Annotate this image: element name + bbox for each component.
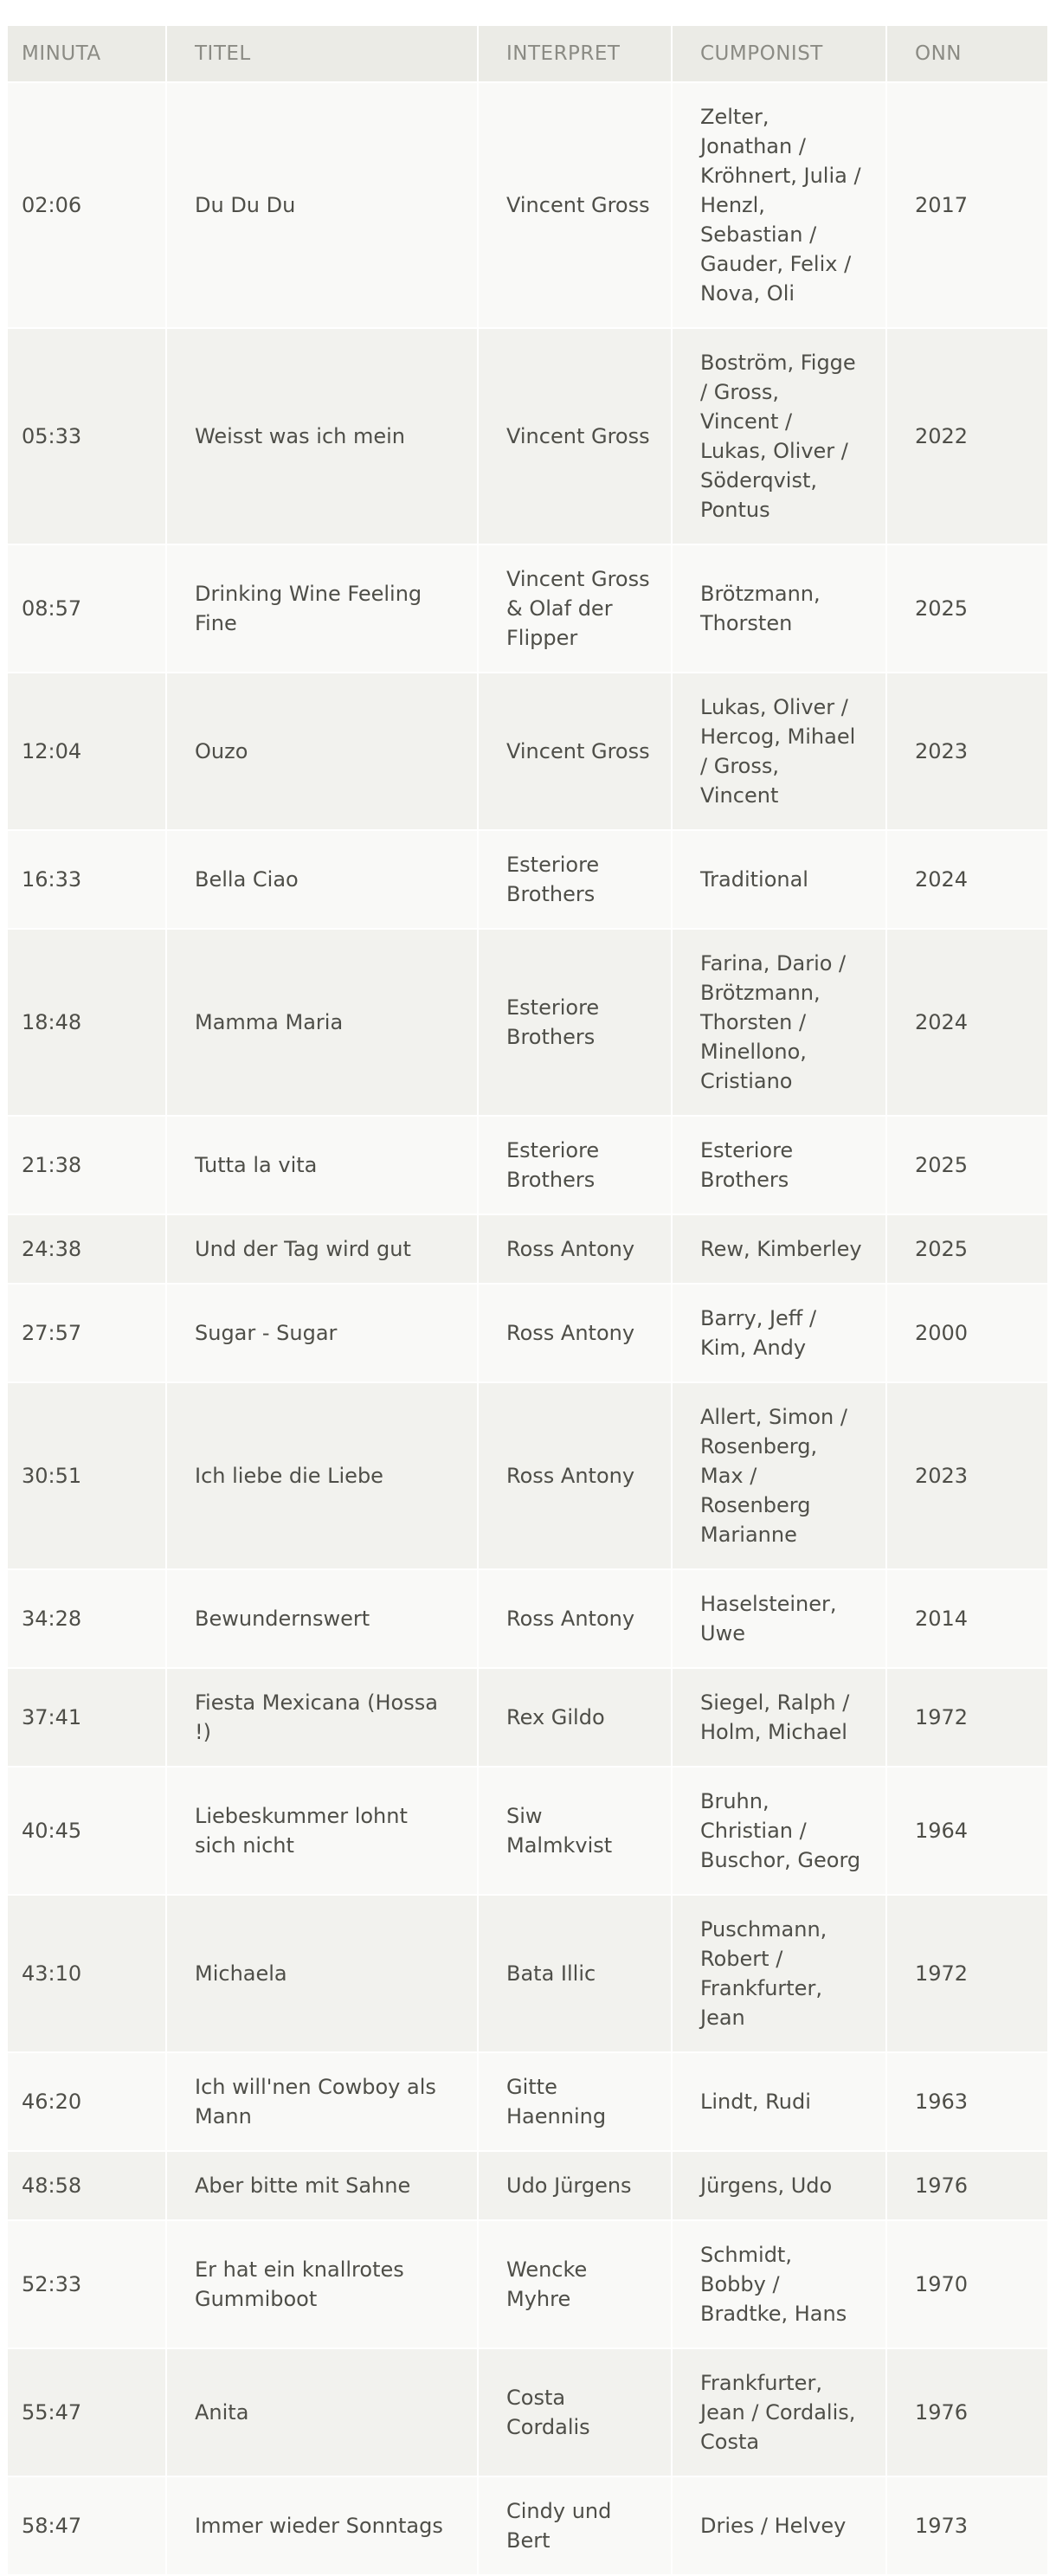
cell-minuta: 48:58 — [8, 2152, 167, 2221]
cell-cumponist: Zelter, Jonathan / Kröhnert, Julia / Henzl, Sebastian / Gauder, Felix / Nova, Oli — [673, 83, 887, 329]
table-row — [8, 673, 1047, 831]
table-row — [8, 2477, 1047, 2576]
cell-onn: 2023 — [887, 1383, 1047, 1570]
cell-titel: Ouzo — [167, 673, 479, 831]
table-row — [8, 83, 1047, 329]
cell-titel: Und der Tag wird gut — [167, 1215, 479, 1285]
cell-onn: 2024 — [887, 831, 1047, 930]
cell-minuta: 27:57 — [8, 1285, 167, 1383]
table-row — [8, 1285, 1047, 1383]
cell-minuta: 37:41 — [8, 1669, 167, 1768]
cell-minuta: 21:38 — [8, 1117, 167, 1215]
cell-cumponist: Puschmann, Robert / Frankfurter, Jean — [673, 1896, 887, 2053]
table-row — [8, 1669, 1047, 1768]
table-body — [8, 83, 1047, 2576]
table-row — [8, 545, 1047, 673]
cell-interpret: Esteriore Brothers — [479, 1117, 673, 1215]
cell-titel: Sugar - Sugar — [167, 1285, 479, 1383]
cell-titel: Mamma Maria — [167, 930, 479, 1117]
cell-cumponist: Rew, Kimberley — [673, 1215, 887, 1285]
column-header-titel: TITEL — [167, 26, 479, 83]
column-header-minuta: MINUTA — [8, 26, 167, 83]
cell-titel: Er hat ein knallrotes Gummiboot — [167, 2221, 479, 2349]
cell-onn: 1972 — [887, 1896, 1047, 2053]
header-row — [8, 26, 1047, 83]
cell-titel: Du Du Du — [167, 83, 479, 329]
cell-minuta: 08:57 — [8, 545, 167, 673]
table-row — [8, 831, 1047, 930]
cell-minuta: 43:10 — [8, 1896, 167, 2053]
column-header-onn: ONN — [887, 26, 1047, 83]
cell-onn: 1964 — [887, 1768, 1047, 1896]
table-row — [8, 2053, 1047, 2152]
cell-titel: Weisst was ich mein — [167, 329, 479, 545]
cell-minuta: 12:04 — [8, 673, 167, 831]
cell-cumponist: Schmidt, Bobby / Bradtke, Hans — [673, 2221, 887, 2349]
cell-onn: 1973 — [887, 2477, 1047, 2576]
cell-interpret: Vincent Gross — [479, 329, 673, 545]
table-row — [8, 329, 1047, 545]
cell-cumponist: Haselsteiner, Uwe — [673, 1570, 887, 1669]
cell-cumponist: Jürgens, Udo — [673, 2152, 887, 2221]
table-row — [8, 930, 1047, 1117]
cell-onn: 2014 — [887, 1570, 1047, 1669]
cell-cumponist: Lindt, Rudi — [673, 2053, 887, 2152]
cell-interpret: Ross Antony — [479, 1383, 673, 1570]
column-header-cumponist: CUMPONIST — [673, 26, 887, 83]
cell-interpret: Vincent Gross — [479, 673, 673, 831]
cell-titel: Michaela — [167, 1896, 479, 2053]
table-row — [8, 1570, 1047, 1669]
cell-minuta: 30:51 — [8, 1383, 167, 1570]
cell-titel: Ich will'nen Cowboy als Mann — [167, 2053, 479, 2152]
cell-minuta: 58:47 — [8, 2477, 167, 2576]
column-header-interpret: INTERPRET — [479, 26, 673, 83]
table-row — [8, 2152, 1047, 2221]
cell-titel: Anita — [167, 2349, 479, 2477]
cell-cumponist: Bruhn, Christian / Buschor, Georg — [673, 1768, 887, 1896]
cell-minuta: 46:20 — [8, 2053, 167, 2152]
cell-interpret: Siw Malmkvist — [479, 1768, 673, 1896]
cell-interpret: Vincent Gross — [479, 83, 673, 329]
cell-onn: 1972 — [887, 1669, 1047, 1768]
cell-minuta: 34:28 — [8, 1570, 167, 1669]
cell-interpret: Esteriore Brothers — [479, 831, 673, 930]
cell-minuta: 24:38 — [8, 1215, 167, 1285]
cell-onn: 2025 — [887, 1117, 1047, 1215]
cell-onn: 1963 — [887, 2053, 1047, 2152]
cell-interpret: Gitte Haenning — [479, 2053, 673, 2152]
cell-minuta: 05:33 — [8, 329, 167, 545]
cell-onn: 2022 — [887, 329, 1047, 545]
cell-interpret: Udo Jürgens — [479, 2152, 673, 2221]
cell-onn: 2000 — [887, 1285, 1047, 1383]
cell-titel: Immer wieder Sonntags — [167, 2477, 479, 2576]
cell-minuta: 55:47 — [8, 2349, 167, 2477]
cell-interpret: Esteriore Brothers — [479, 930, 673, 1117]
table-row — [8, 1215, 1047, 1285]
cell-titel: Aber bitte mit Sahne — [167, 2152, 479, 2221]
cell-interpret: Ross Antony — [479, 1285, 673, 1383]
table-row — [8, 1383, 1047, 1570]
cell-interpret: Ross Antony — [479, 1215, 673, 1285]
cell-titel: Ich liebe die Liebe — [167, 1383, 479, 1570]
cell-cumponist: Siegel, Ralph / Holm, Michael — [673, 1669, 887, 1768]
cell-interpret: Cindy und Bert — [479, 2477, 673, 2576]
cell-titel: Bella Ciao — [167, 831, 479, 930]
cell-interpret: Ross Antony — [479, 1570, 673, 1669]
cell-cumponist: Esteriore Brothers — [673, 1117, 887, 1215]
cell-titel: Tutta la vita — [167, 1117, 479, 1215]
cell-onn: 1976 — [887, 2152, 1047, 2221]
cell-titel: Bewundernswert — [167, 1570, 479, 1669]
cell-cumponist: Lukas, Oliver / Hercog, Mihael / Gross, Vincent — [673, 673, 887, 831]
cell-onn: 1970 — [887, 2221, 1047, 2349]
cell-cumponist: Brötzmann, Thorsten — [673, 545, 887, 673]
cell-interpret: Wencke Myhre — [479, 2221, 673, 2349]
cell-titel: Drinking Wine Feeling Fine — [167, 545, 479, 673]
cell-cumponist: Frankfurter, Jean / Cordalis, Costa — [673, 2349, 887, 2477]
cell-cumponist: Allert, Simon / Rosenberg, Max / Rosenberg Marianne — [673, 1383, 887, 1570]
cell-onn: 2024 — [887, 930, 1047, 1117]
table-row — [8, 2221, 1047, 2349]
playlist-table — [8, 26, 1047, 2576]
table-row — [8, 1117, 1047, 1215]
cell-cumponist: Boström, Figge / Gross, Vincent / Lukas, Oliver / Söderqvist, Pontus — [673, 329, 887, 545]
table-row — [8, 1768, 1047, 1896]
cell-cumponist: Dries / Helvey — [673, 2477, 887, 2576]
cell-titel: Fiesta Mexicana (Hossa !) — [167, 1669, 479, 1768]
cell-cumponist: Barry, Jeff / Kim, Andy — [673, 1285, 887, 1383]
cell-cumponist: Farina, Dario / Brötzmann, Thorsten / Minellono, Cristiano — [673, 930, 887, 1117]
cell-interpret: Bata Illic — [479, 1896, 673, 2053]
cell-minuta: 40:45 — [8, 1768, 167, 1896]
cell-interpret: Vincent Gross & Olaf der Flipper — [479, 545, 673, 673]
cell-interpret: Rex Gildo — [479, 1669, 673, 1768]
cell-minuta: 02:06 — [8, 83, 167, 329]
cell-minuta: 52:33 — [8, 2221, 167, 2349]
cell-onn: 2025 — [887, 1215, 1047, 1285]
table-row — [8, 1896, 1047, 2053]
cell-minuta: 18:48 — [8, 930, 167, 1117]
cell-onn: 1976 — [887, 2349, 1047, 2477]
table-header — [8, 26, 1047, 83]
cell-interpret: Costa Cordalis — [479, 2349, 673, 2477]
cell-titel: Liebeskummer lohnt sich nicht — [167, 1768, 479, 1896]
cell-onn: 2025 — [887, 545, 1047, 673]
cell-onn: 2017 — [887, 83, 1047, 329]
cell-onn: 2023 — [887, 673, 1047, 831]
cell-minuta: 16:33 — [8, 831, 167, 930]
cell-cumponist: Traditional — [673, 831, 887, 930]
table-row — [8, 2349, 1047, 2477]
